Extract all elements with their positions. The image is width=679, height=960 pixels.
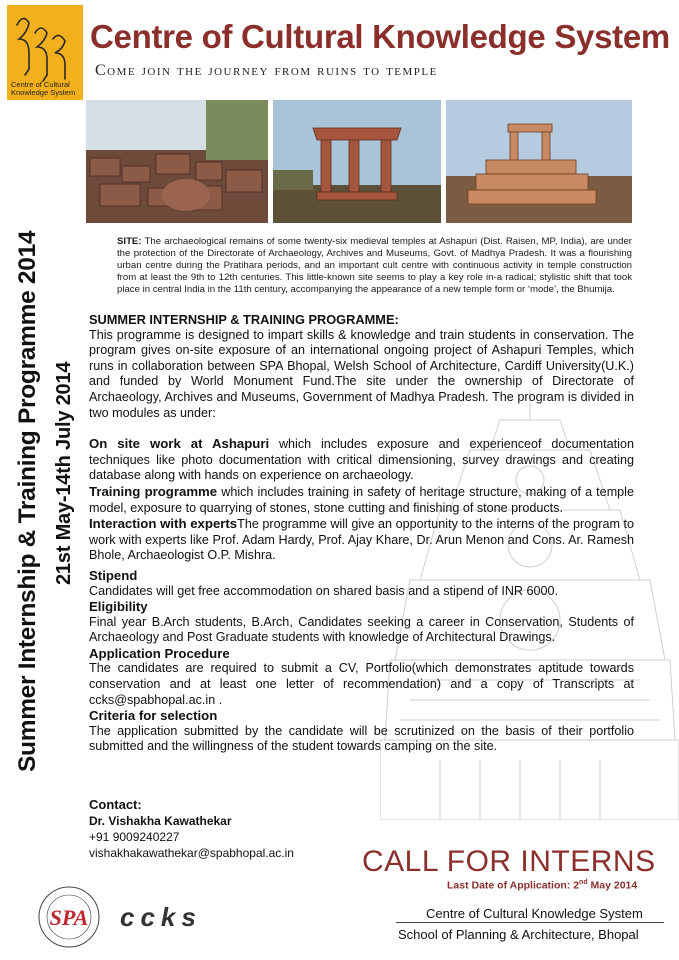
contact-email[interactable]: vishakhakawathekar@spabhopal.ac.in xyxy=(89,846,294,860)
contact-block xyxy=(89,797,294,861)
experts-text: The programme will give an opportunity to the interns of the program to work with experts like Prof. Adam Hardy, Prof. Ajay Khare, Dr. Arun Menon and Cons. Ar. Ramesh Bhole, Archaeologist O.P. Mishra. xyxy=(89,517,634,563)
training-title: Training programme xyxy=(89,483,218,499)
page-title: Centre of Cultural Knowledge System xyxy=(90,18,670,55)
criteria-title: Criteria for selection xyxy=(89,708,218,724)
programme-vertical-title: Summer Internship & Training Programme 2014 xyxy=(14,230,41,772)
contact-phone[interactable]: +91 9009240227 xyxy=(89,830,180,844)
programme-intro: This programme is designed to impart skills & knowledge and train students in conservation. The program gives on-site exposure of an international ongoing project of Ashapuri Temples, which runs in collaboration between SPA Bhopal, Welsh School of Architecture, Cardiff University(U.K.) and funded by World Monument Fund.The site under the ownership of Directorate of Archaeology, Archives and Museums, Government of Madhya Pradesh. The program is divided in two modules as under: xyxy=(89,327,634,420)
deadline-suffix: nd xyxy=(579,879,588,886)
programme-heading: SUMMER INTERNSHIP & TRAINING PROGRAMME: xyxy=(89,312,399,327)
programme-vertical-dates: 21st May-14th July 2014 xyxy=(53,361,75,585)
eligibility-title: Eligibility xyxy=(89,599,148,615)
contact-heading: Contact: xyxy=(89,797,142,812)
application-title: Application Procedure xyxy=(89,645,230,661)
application-text: The candidates are required to submit a CV, Portfolio(which demonstrates aptitude towards conservation and at least one letter of recommendation) and a copy of Transcripts at ccks@spabhopal.ac.in . xyxy=(89,661,634,707)
footer-divider xyxy=(396,922,664,923)
eligibility-text: Final year B.Arch students, B.Arch, Candidates seeking a career in Conservation, Students of Archaeology and Post Graduate students with knowledge of Architectural Drawings. xyxy=(89,614,634,645)
pavilion-photo xyxy=(273,100,441,223)
ruins-photo xyxy=(86,100,268,223)
spa-mark: SPA xyxy=(49,905,89,930)
onsite-title: On site work at Ashapuri xyxy=(89,436,270,452)
logo-caption: Centre of Cultural Knowledge System xyxy=(11,80,76,97)
onsite-paragraph xyxy=(89,436,634,484)
stipend-title: Stipend xyxy=(89,567,138,583)
site-label: SITE: xyxy=(117,236,142,247)
application-deadline xyxy=(447,879,637,892)
deadline-label: Last Date of Application: 2 xyxy=(447,879,580,892)
call-for-interns: CALL FOR INTERNS xyxy=(362,845,656,878)
footer-org-ccks: Centre of Cultural Knowledge System xyxy=(426,906,643,921)
site-text: The archaeological remains of some twenty-six medieval temples at Ashapuri (Dist. Raisen, MP, India), are under the protection of the Directorate of Archaeology, Archives and Museums, Govt. of Madhya Pradesh. It was a flourishing urban centre during the Pratihara periods, and an important cult centre with continuous activity in temple construction from at least the 9th to 12th centuries. This little-known site seems to play a key role in-a radical; stylistic shift that took place in central India in the 11th century, accompanying the appearance of a new temple form or ‘mode’, the Bhumija. xyxy=(117,236,632,295)
deadline-rest: May 2014 xyxy=(587,879,638,892)
training-paragraph xyxy=(89,484,634,516)
ccks-wordmark xyxy=(118,902,258,932)
stipend-text: Candidates will get free accommodation on shared basis and a stipend of INR 6000. xyxy=(89,583,559,598)
temple-photo xyxy=(446,100,632,223)
experts-title: Interaction with experts xyxy=(89,516,238,532)
footer-org-spa: School of Planning & Architecture, Bhopal xyxy=(398,927,639,942)
training-text: which includes training in safety of heritage structure, making of a temple model, exposure to quarrying of stones, stone cutting and finishing of stone products. xyxy=(89,484,634,515)
main-content xyxy=(89,312,634,755)
ccks-logo-mark-icon xyxy=(7,5,83,83)
ccks-logo xyxy=(7,5,83,100)
onsite-text: which includes exposure and experienceof documentation techniques like photo documentation with critical dimensioning, survey drawings and creating database along with hands on experience on archaeology. xyxy=(89,437,634,483)
page-subtitle: Come join the journey from ruins to temple xyxy=(95,62,438,79)
criteria-text: The application submitted by the candidate will be scrutinized on the basis of their portfolio submitted and the willingness of the student towards camping on the site. xyxy=(89,723,634,754)
experts-paragraph xyxy=(89,516,634,564)
site-description xyxy=(117,236,632,296)
ccks-mark: ccks xyxy=(120,902,202,932)
spa-logo xyxy=(28,884,110,954)
contact-name: Dr. Vishakha Kawathekar xyxy=(89,814,232,828)
